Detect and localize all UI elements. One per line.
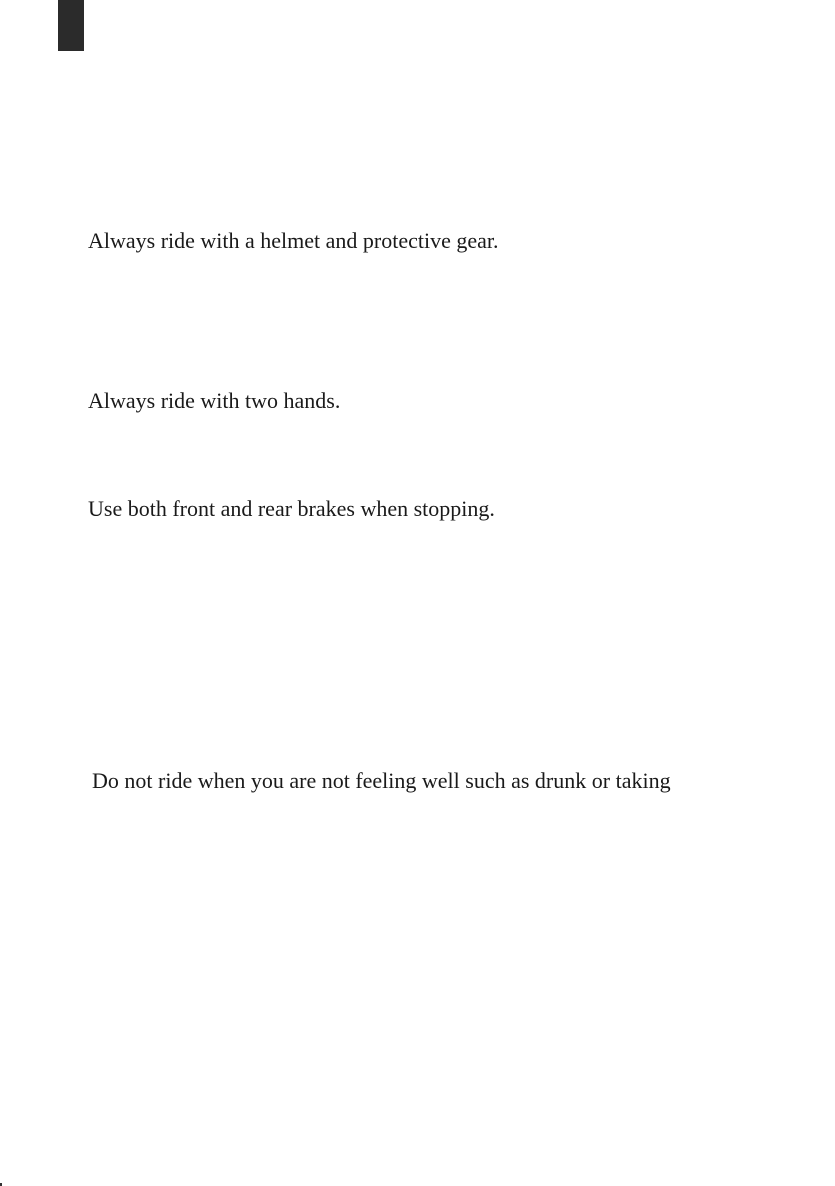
safety-rule-not-feeling-well: Do not ride when you are not feeling well such as drunk or taking — [92, 768, 671, 793]
page-edge-tab — [58, 0, 84, 51]
safety-rule-brakes: Use both front and rear brakes when stopping. — [88, 496, 495, 521]
safety-rule-helmet: Always ride with a helmet and protective gear. — [88, 228, 499, 253]
safety-rule-two-hands: Always ride with two hands. — [88, 388, 341, 413]
